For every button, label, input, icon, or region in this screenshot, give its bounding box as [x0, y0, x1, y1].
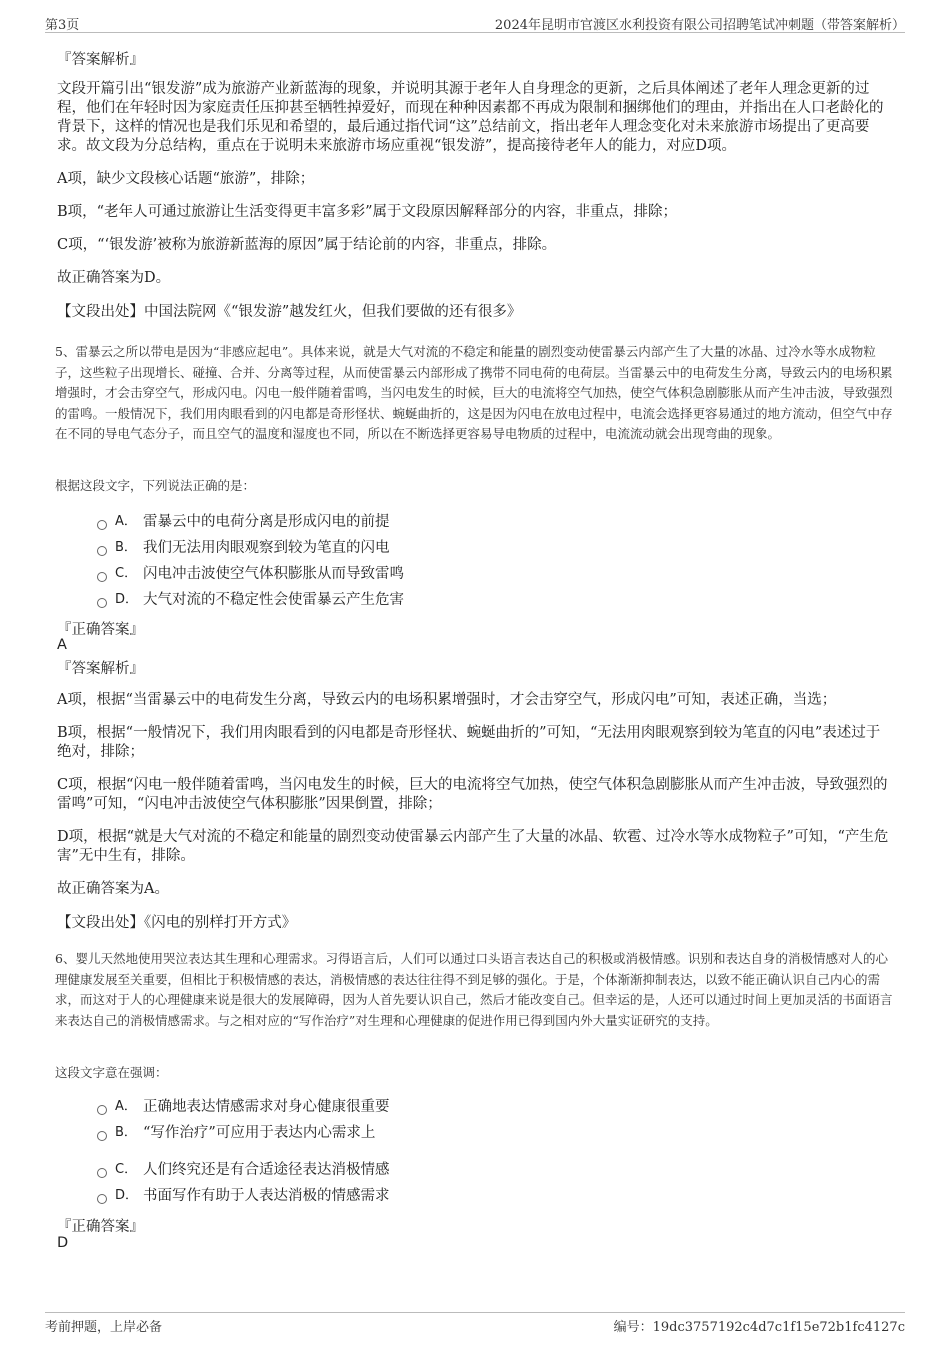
correct-answer-label: 『正确答案』: [57, 622, 144, 638]
analysis-option-a: A项，缺少文段核心话题“旅游”，排除；: [57, 171, 315, 187]
option-letter: A．: [115, 1099, 137, 1114]
radio-icon[interactable]: [97, 1131, 107, 1141]
option-c[interactable]: [97, 564, 404, 584]
analysis-text: 文段开篇引出“银发游”成为旅游产业新蓝海的现象，并说明其源于老年人自身理念的更新，之后具体阐述了老年人理念更新的过程，他们在年轻时因为家庭责任压抑甚至牺牲掉爱好，而现在种种因素都不再成为限制和捆绑他们的理由，并指出在人口老龄化的背景下，这样的情况也是我们乐见和希望的，最后通过指代词“这”总结前文，指出老年人理念变化对未来旅游市场提出了更高要求。故文段为分总结构，重点在于说明未来旅游市场应重视“银发游”，提高接待老年人的能力，对应D项。: [57, 81, 884, 154]
radio-icon[interactable]: [97, 1105, 107, 1115]
analysis-option-b: B项，根据“一般情况下，我们用肉眼看到的闪电都是奇形怪状、蜿蜒曲折的”可知，“无法用肉眼观察到较为笔直的闪电”表述过于绝对，排除；: [57, 725, 881, 760]
option-letter: D．: [115, 1188, 139, 1203]
radio-icon[interactable]: [97, 1168, 107, 1178]
option-text: 大气对流的不稳定性会使雷暴云产生危害: [143, 592, 404, 608]
option-text: 雷暴云中的电荷分离是形成闪电的前提: [143, 514, 390, 530]
option-d[interactable]: [97, 590, 404, 610]
document-id: 编号：19dc3757192c4d7c1f15e72b1fc4127c: [613, 1320, 905, 1335]
page-footer: [45, 1312, 905, 1335]
option-text: 正确地表达情感需求对身心健康很重要: [143, 1099, 390, 1115]
analysis-conclusion: 故正确答案为A。: [57, 881, 169, 897]
option-letter: B．: [115, 540, 137, 555]
correct-answer-label: 『正确答案』: [57, 1219, 144, 1235]
option-text: “写作治疗”可应用于表达内心需求上: [143, 1125, 376, 1141]
analysis-conclusion: 故正确答案为D。: [57, 270, 171, 286]
option-a[interactable]: [97, 1097, 390, 1117]
radio-icon[interactable]: [97, 546, 107, 556]
analysis-option-a: A项，根据“当雷暴云中的电荷发生分离，导致云内的电场积累增强时，才会击穿空气，形成闪电”可知，表述正确，当选；: [57, 692, 837, 708]
correct-answer-value: A: [57, 637, 67, 653]
source-citation: 【文段出处】《闪电的别样打开方式》: [57, 915, 297, 931]
radio-icon[interactable]: [97, 572, 107, 582]
option-b[interactable]: [97, 538, 390, 558]
page-number: 第3页: [45, 18, 80, 33]
option-letter: B．: [115, 1125, 137, 1140]
correct-answer-value: D: [57, 1235, 69, 1251]
option-letter: C．: [115, 566, 138, 581]
question-prompt: 这段文字意在强调：: [55, 1065, 168, 1080]
option-text: 闪电冲击波使空气体积膨胀从而导致雷鸣: [143, 566, 404, 582]
analysis-label: 『答案解析』: [57, 661, 144, 677]
footer-slogan: 考前押题，上岸必备: [45, 1320, 163, 1335]
option-letter: C．: [115, 1162, 138, 1177]
analysis-option-c: C项，“‘银发游’被称为旅游新蓝海的原因”属于结论前的内容，非重点，排除。: [57, 237, 557, 253]
option-text: 我们无法用肉眼观察到较为笔直的闪电: [143, 540, 390, 556]
analysis-option-c: C项，根据“闪电一般伴随着雷鸣，当闪电发生的时候，巨大的电流将空气加热，使空气体积急剧膨胀从而产生冲击波，导致强烈的雷鸣”可知，“闪电冲击波使空气体积膨胀”因果倒置，排除；: [57, 777, 888, 812]
source-citation: 【文段出处】中国法院网《“银发游”越发红火，但我们要做的还有很多》: [57, 304, 522, 320]
radio-icon[interactable]: [97, 520, 107, 530]
question-passage: 5、雷暴云之所以带电是因为“非感应起电”。具体来说，就是大气对流的不稳定和能量的剧烈变动使雷暴云内部产生了大量的冰晶、过冷水等水成物粒子，这些粒子出现增长、碰撞、合并、分离等过程，从而使雷暴云内部形成了携带不同电荷的电荷层。当雷暴云中的电荷发生分离，导致云内的电场积累增强时，才会击穿空气，形成闪电。闪电一般伴随着雷鸣，当闪电发生的时候，巨大的电流将空气加热，使空气体积急剧膨胀从而产生冲击波，导致强烈的雷鸣。一般情况下，我们用肉眼看到的闪电都是奇形怪状、蜿蜒曲折的，这是因为闪电在放电过程中，电流会选择更容易通过的地方流动，但空气中存在不同的导电气态分子，而且空气的温度和湿度也不同，所以在不断选择更容易导电物质的过程中，电流流动就会出现弯曲的现象。: [55, 344, 893, 441]
option-c[interactable]: [97, 1160, 390, 1180]
radio-icon[interactable]: [97, 1194, 107, 1204]
option-a[interactable]: [97, 512, 390, 532]
option-text: 人们终究还是有合适途径表达消极情感: [143, 1162, 390, 1178]
option-text: 书面写作有助于人表达消极的情感需求: [143, 1188, 390, 1204]
document-title: 2024年昆明市官渡区水利投资有限公司招聘笔试冲刺题（带答案解析）: [494, 18, 905, 33]
page-header: [45, 12, 905, 33]
analysis-option-d: D项，根据“就是大气对流的不稳定和能量的剧烈变动使雷暴云内部产生了大量的冰晶、软雹、过冷水等水成物粒子”可知，“产生危害”无中生有，排除。: [57, 829, 889, 864]
question-prompt: 根据这段文字，下列说法正确的是：: [55, 478, 256, 493]
option-b[interactable]: [97, 1123, 375, 1143]
analysis-option-b: B项，“老年人可通过旅游让生活变得更丰富多彩”属于文段原因解释部分的内容，非重点，排除；: [57, 204, 677, 220]
question-passage: 6、婴儿天然地使用哭泣表达其生理和心理需求。习得语言后，人们可以通过口头语言表达自己的积极或消极情感。识别和表达自身的消极情感对人的心理健康发展至关重要，但相比于积极情感的表达，消极情感的表达往往得不到足够的强化。于是，个体渐渐抑制表达，以致不能正确认识自己内心的需求，而这对于人的心理健康来说是很大的发展障碍，因为人首先要认识自己，然后才能改变自己。但幸运的是，人还可以通过时间上更加灵活的书面语言来表达自己的消极情感需求。与之相对应的“写作治疗”对生理和心理健康的促进作用已得到国内外大量实证研究的支持。: [55, 951, 893, 1028]
option-d[interactable]: [97, 1186, 390, 1206]
option-letter: D．: [115, 592, 139, 607]
radio-icon[interactable]: [97, 598, 107, 608]
option-letter: A．: [115, 514, 137, 529]
analysis-label: 『答案解析』: [57, 52, 144, 68]
